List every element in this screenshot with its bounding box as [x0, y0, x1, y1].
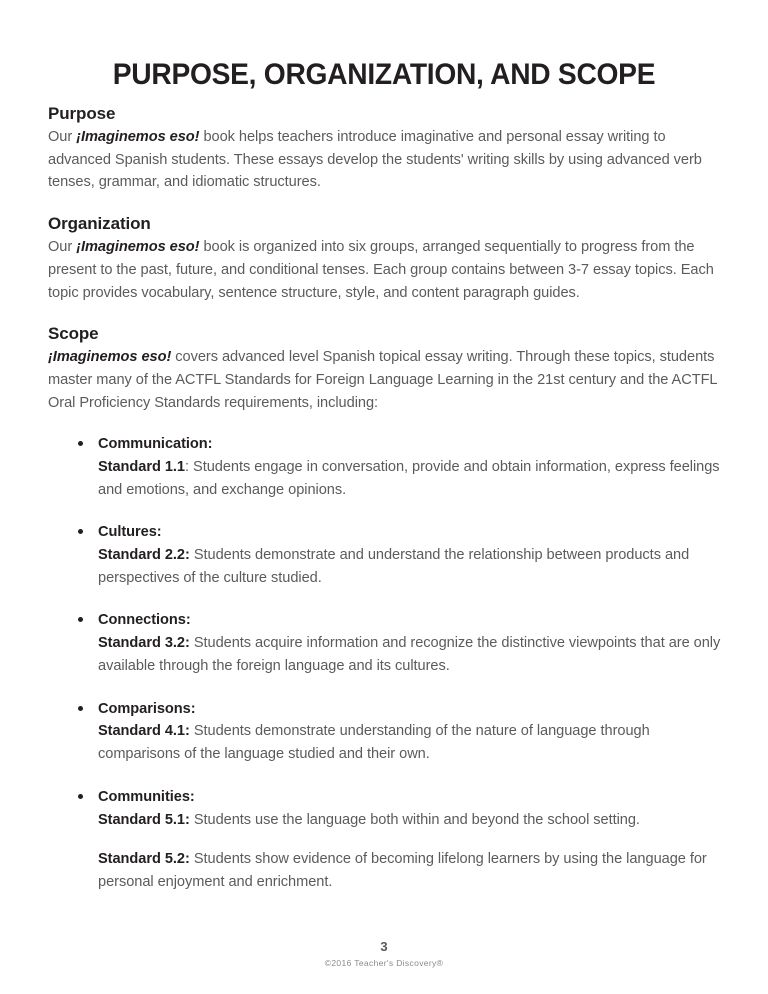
standard-description: Students acquire information and recognize the distinctive viewpoints that are only available through the foreign language and its cultures.: [98, 635, 721, 674]
standard-category-colon: :: [190, 700, 196, 717]
standard-number: Standard 4.1:: [98, 723, 190, 740]
standard-description: Students show evidence of becoming lifelong learners by using the language for personal enjoyment and enrichment.: [98, 851, 707, 890]
bullet-icon: [78, 441, 83, 446]
standard-line: [98, 456, 724, 501]
standard-number: Standard 2.2:: [98, 547, 190, 564]
section-organization: [48, 213, 724, 304]
standard-category-name: Connections: [98, 612, 186, 629]
standard-category-colon: :: [185, 612, 191, 629]
standard-description: Students demonstrate understanding of the nature of language through comparisons of the language studied and their own.: [98, 723, 650, 763]
standard-category-colon: :: [189, 788, 195, 805]
bullet-icon: [78, 529, 83, 534]
paragraph-text: book helps teachers introduce imaginative and personal essay writing to advanced Spanish students. These essays develop the students' writing skills by using advanced verb tenses, grammar, and idiomatic structures.: [48, 129, 702, 191]
book-title-emphasis: ¡Imaginemos eso!: [76, 129, 200, 146]
paragraph-text: covers advanced level Spanish topical essay writing. Through these topics, students master many of the ACTFL Standards for Foreign Language Learning in the 21st century and the ACTFL Oral Proficiency Standards requirements, including:: [48, 349, 717, 411]
standard-category-label: [98, 787, 724, 809]
standard-category-name: Communication: [98, 436, 208, 453]
section-paragraph-purpose: [48, 126, 724, 194]
section-paragraph-scope: [48, 346, 724, 414]
paragraph-lead: Our: [48, 129, 77, 146]
paragraph-text: book is organized into six groups, arranged sequentially to progress from the present to the past, future, and conditional tenses. Each group contains between 3-7 essay topics. Each topic provides vocabulary, sentence structure, style, and content paragraph guides.: [48, 239, 714, 301]
standard-line: [98, 544, 724, 589]
standard-separator: :: [185, 459, 194, 476]
standard-line: [98, 848, 724, 893]
section-scope: [48, 323, 724, 414]
standard-line: [98, 809, 724, 832]
copyright-notice: ©2016 Teacher's Discovery®: [324, 958, 444, 968]
standard-category-name: Cultures: [98, 524, 157, 541]
section-heading-purpose: Purpose: [48, 104, 116, 123]
page-footer: [0, 939, 768, 968]
standard-number: Standard 5.1:: [98, 811, 190, 828]
standard-number: Standard 1.1: [98, 459, 185, 476]
standard-category-name: Comparisons: [98, 700, 191, 717]
standard-description: Students engage in conversation, provide and obtain information, express feelings and emotions, and exchange opinions.: [98, 459, 720, 498]
standard-line: [98, 632, 724, 677]
list-item: [48, 522, 724, 589]
standard-category-label: [98, 699, 724, 721]
list-item: [48, 610, 724, 677]
section-heading-organization: Organization: [48, 214, 151, 234]
standard-description: Students use the language both within and beyond the school setting.: [193, 811, 640, 828]
standard-category-colon: :: [207, 436, 213, 453]
list-item: [48, 787, 724, 894]
paragraph-lead: Our: [48, 239, 77, 256]
document-body: [48, 103, 724, 893]
book-title-emphasis: ¡Imaginemos eso!: [76, 239, 200, 256]
standard-category-label: [98, 522, 724, 544]
standard-number: Standard 5.2:: [98, 851, 190, 868]
bullet-icon: [78, 794, 83, 799]
standard-number: Standard 3.2:: [98, 635, 190, 652]
list-item: [48, 699, 724, 766]
standard-category-label: [98, 610, 724, 632]
section-paragraph-organization: [48, 236, 724, 304]
standard-category-label: [98, 434, 724, 456]
standard-category-name: Communities: [98, 788, 190, 805]
standard-line: [98, 720, 724, 765]
standard-description: Students demonstrate and understand the relationship between products and perspectives of the culture studied.: [98, 547, 690, 586]
section-purpose: [48, 103, 724, 194]
page-number: 3: [380, 939, 388, 955]
standard-category-colon: :: [156, 524, 162, 541]
bullet-icon: [78, 617, 83, 622]
section-heading-scope: Scope: [48, 324, 99, 344]
book-title-emphasis: ¡Imaginemos eso!: [48, 349, 172, 366]
page-title: PURPOSE, ORGANIZATION, AND SCOPE: [112, 58, 656, 92]
standards-list: [48, 434, 724, 893]
bullet-icon: [78, 706, 83, 711]
list-item: [48, 434, 724, 501]
